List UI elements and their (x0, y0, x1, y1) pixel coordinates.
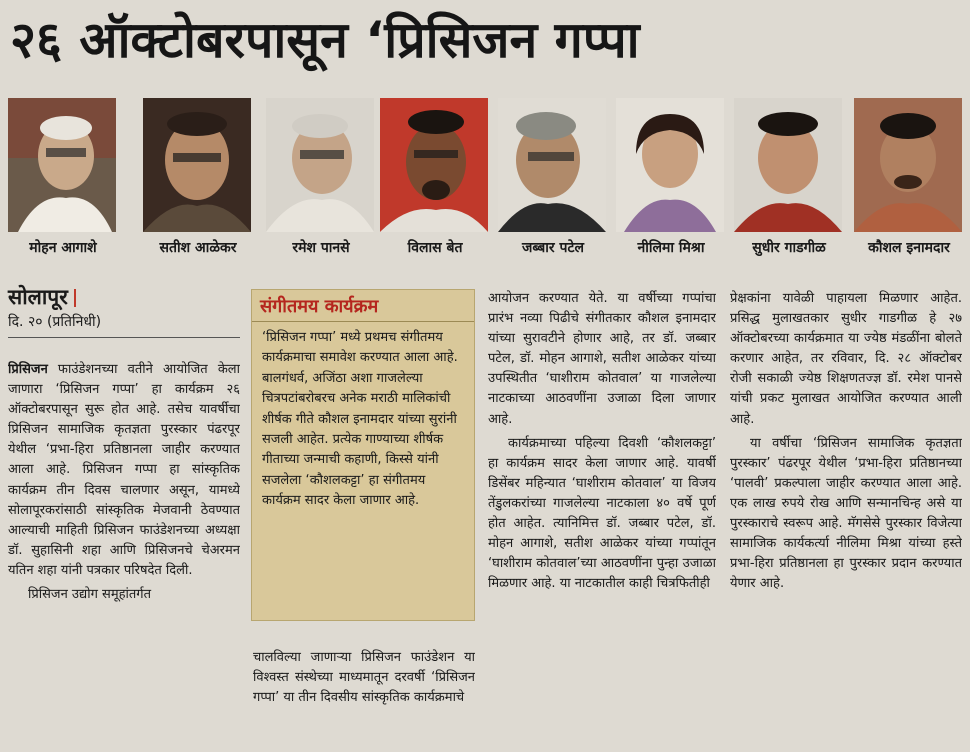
article-paragraph: कार्यक्रमाच्या पहिल्या दिवशी ‘कौशलकट्टा’ हा कार्यक्रम सादर केला जाणार आहे. यावर्षी डिसेंबर महिन्यात ‘घाशीराम कोतवाल’ या विजय तेंडुलकरांच्या गाजलेल्या नाटकाला ४० वर्षे पूर्ण होत आहेत. त्यानिमित्त डॉ. जब्बार पटेल, डॉ. मोहन आगाशे, सतीश आळेकर यांच्या गप्पांतून ‘घाशीराम कोतवाल’च्या आठवणींना पुन्हा उजाळा मिळणार आहे. या नाटकातील काही चित्रफितीही (488, 435, 716, 592)
sidebar-box-rule (252, 321, 474, 322)
article-column-3 (488, 289, 716, 749)
person-card (734, 98, 844, 268)
person-name: कौशल इनामदार (868, 240, 950, 256)
person-card (498, 98, 608, 268)
portrait-row (8, 98, 964, 268)
portrait-photo (380, 98, 488, 232)
article-column-4 (730, 289, 962, 749)
person-card (616, 98, 726, 268)
person-card (143, 98, 253, 268)
sidebar-box-body (262, 328, 466, 512)
portrait-photo (734, 98, 842, 232)
portrait-photo (854, 98, 962, 232)
person-name: मोहन आगाशे (29, 240, 97, 256)
article-paragraph: प्रिसिजन उद्योग समूहांतर्गत (28, 587, 152, 603)
person-name: सतीश आळेकर (159, 240, 237, 256)
article-paragraph: या वर्षीचा ‘प्रिसिजन सामाजिक कृतज्ञता पुरस्कार’ पंढरपूर येथील ‘प्रभा-हिरा प्रतिष्ठानच्या ‘पालवी’ प्रकल्पाला जाहीर करण्यात आला आहे. एक लाख रुपये रोख आणि सन्मानचिन्ह असे या पुरस्काराचे स्वरूप आहे. मॅगसेसे पुरस्कार विजेत्या सामाजिक कार्यकर्त्या नीलिमा मिश्रा यांच्या हस्ते प्रभा-हिरा प्रतिष्ठानला हा पुरस्कार प्रदान करण्यात येणार आहे. (730, 435, 962, 592)
person-card (266, 98, 376, 268)
sidebar-box (251, 289, 475, 621)
portrait-photo (498, 98, 606, 232)
portrait-photo (266, 98, 374, 232)
dateline-city: सोलापूर (8, 283, 76, 311)
article-column-2 (253, 648, 475, 748)
article-paragraph: आयोजन करण्यात येते. या वर्षीच्या गप्पांचा प्रारंभ नव्या पिढीचे संगीतकार कौशल इनामदार यांच्या सुरावटीने होणार आहे, तर डॉ. जब्बार पटेल, डॉ. मोहन आगाशे, सतीश आळेकर यांच्या उपस्थितीत ‘घाशीराम कोतवाल’ या गाजलेल्या नाटकाच्या आठवणींना उजाळा दिला जाणार आहे. (488, 291, 716, 427)
divider (8, 337, 240, 338)
article-paragraph: चालविल्या जाणाऱ्या प्रिसिजन फाउंडेशन या विश्वस्त संस्थेच्या माध्यमातून दरवर्षी ‘प्रिसिजन गप्पा’ या तीन दिवसीय सांस्कृतिक कार्यक्रमाचे (253, 650, 475, 706)
article-paragraph: प्रेक्षकांना यावेळी पाहायला मिळणार आहेत. प्रसिद्ध मुलाखतकार सुधीर गाडगीळ हे २७ ऑक्टोबरच्या कार्यक्रमात या ज्येष्ठ मंडळींना बोलते करणार आहेत, तर रविवार, दि. २८ ऑक्टोबर रोजी सकाळी ज्येष्ठ शिक्षणतज्ज्ञ डॉ. रमेश पानसे यांची प्रकट मुलाखत आयोजित करण्यात आली आहे. (730, 291, 962, 427)
portrait-photo (143, 98, 251, 232)
portrait-photo (616, 98, 724, 232)
person-name: नीलिमा मिश्रा (637, 240, 705, 256)
person-name: रमेश पानसे (292, 240, 350, 256)
headline: २६ ऑक्टोबरपासून ‘प्रिसिजन गप्पा (10, 11, 640, 69)
article-paragraph: प्रिसिजन फाउंडेशनच्या वतीने आयोजित केला जाणारा ‘प्रिसिजन गप्पा’ हा कार्यक्रम २६ ऑक्टोबरपासून सुरू होत आहे. तसेच यावर्षीचा प्रिसिजन सामाजिक कृतज्ञता पुरस्कार पंढरपूर येथील ‘प्रभा-हिरा प्रतिष्ठानला जाहीर करण्यात आला आहे. प्रिसिजन गप्पा हा सांस्कृतिक कार्यक्रम तीन दिवस चालणार असून, यामध्ये सोलापूरकरांसाठी सांस्कृतिक मेजवानी ठेवण्यात आल्याची माहिती प्रिसिजन फाउंडेशनच्या अध्यक्षा डॉ. सुहासिनी शहा आणि प्रिसिजनचे चेअरमन यतिन शहा यांनी पत्रकार परिषदेत दिली. (8, 362, 240, 578)
sidebar-box-title: संगीतमय कार्यक्रम (260, 296, 379, 317)
person-name: जब्बार पटेल (521, 240, 585, 256)
person-card (380, 98, 490, 268)
person-card (8, 98, 118, 268)
person-card (854, 98, 964, 268)
sidebar-box-text: ‘प्रिसिजन गप्पा’ मध्ये प्रथमच संगीतमय कार्यक्रमाचा समावेश करण्यात आला आहे. बालगंधर्व, अजिंठा अशा गाजलेल्या चित्रपटांबरोबरच अनेक मराठी मालिकांची शीर्षक गीते कौशल इनामदार यांच्या सुरांनी सजली आहेत. प्रत्येक गाण्याच्या शीर्षक गीताच्या जन्माची कहाणी, किस्से यांनी सजलेला ‘कौशलकट्टा’ हा संगीतमय कार्यक्रम सादर केला जाणार आहे. (262, 330, 458, 509)
person-name: सुधीर गाडगीळ (752, 240, 826, 256)
portrait-photo (8, 98, 116, 232)
article-column-1 (8, 360, 240, 750)
dateline-date: दि. २० (प्रतिनिधी) (8, 314, 102, 330)
person-name: विलास बेत (407, 240, 463, 256)
